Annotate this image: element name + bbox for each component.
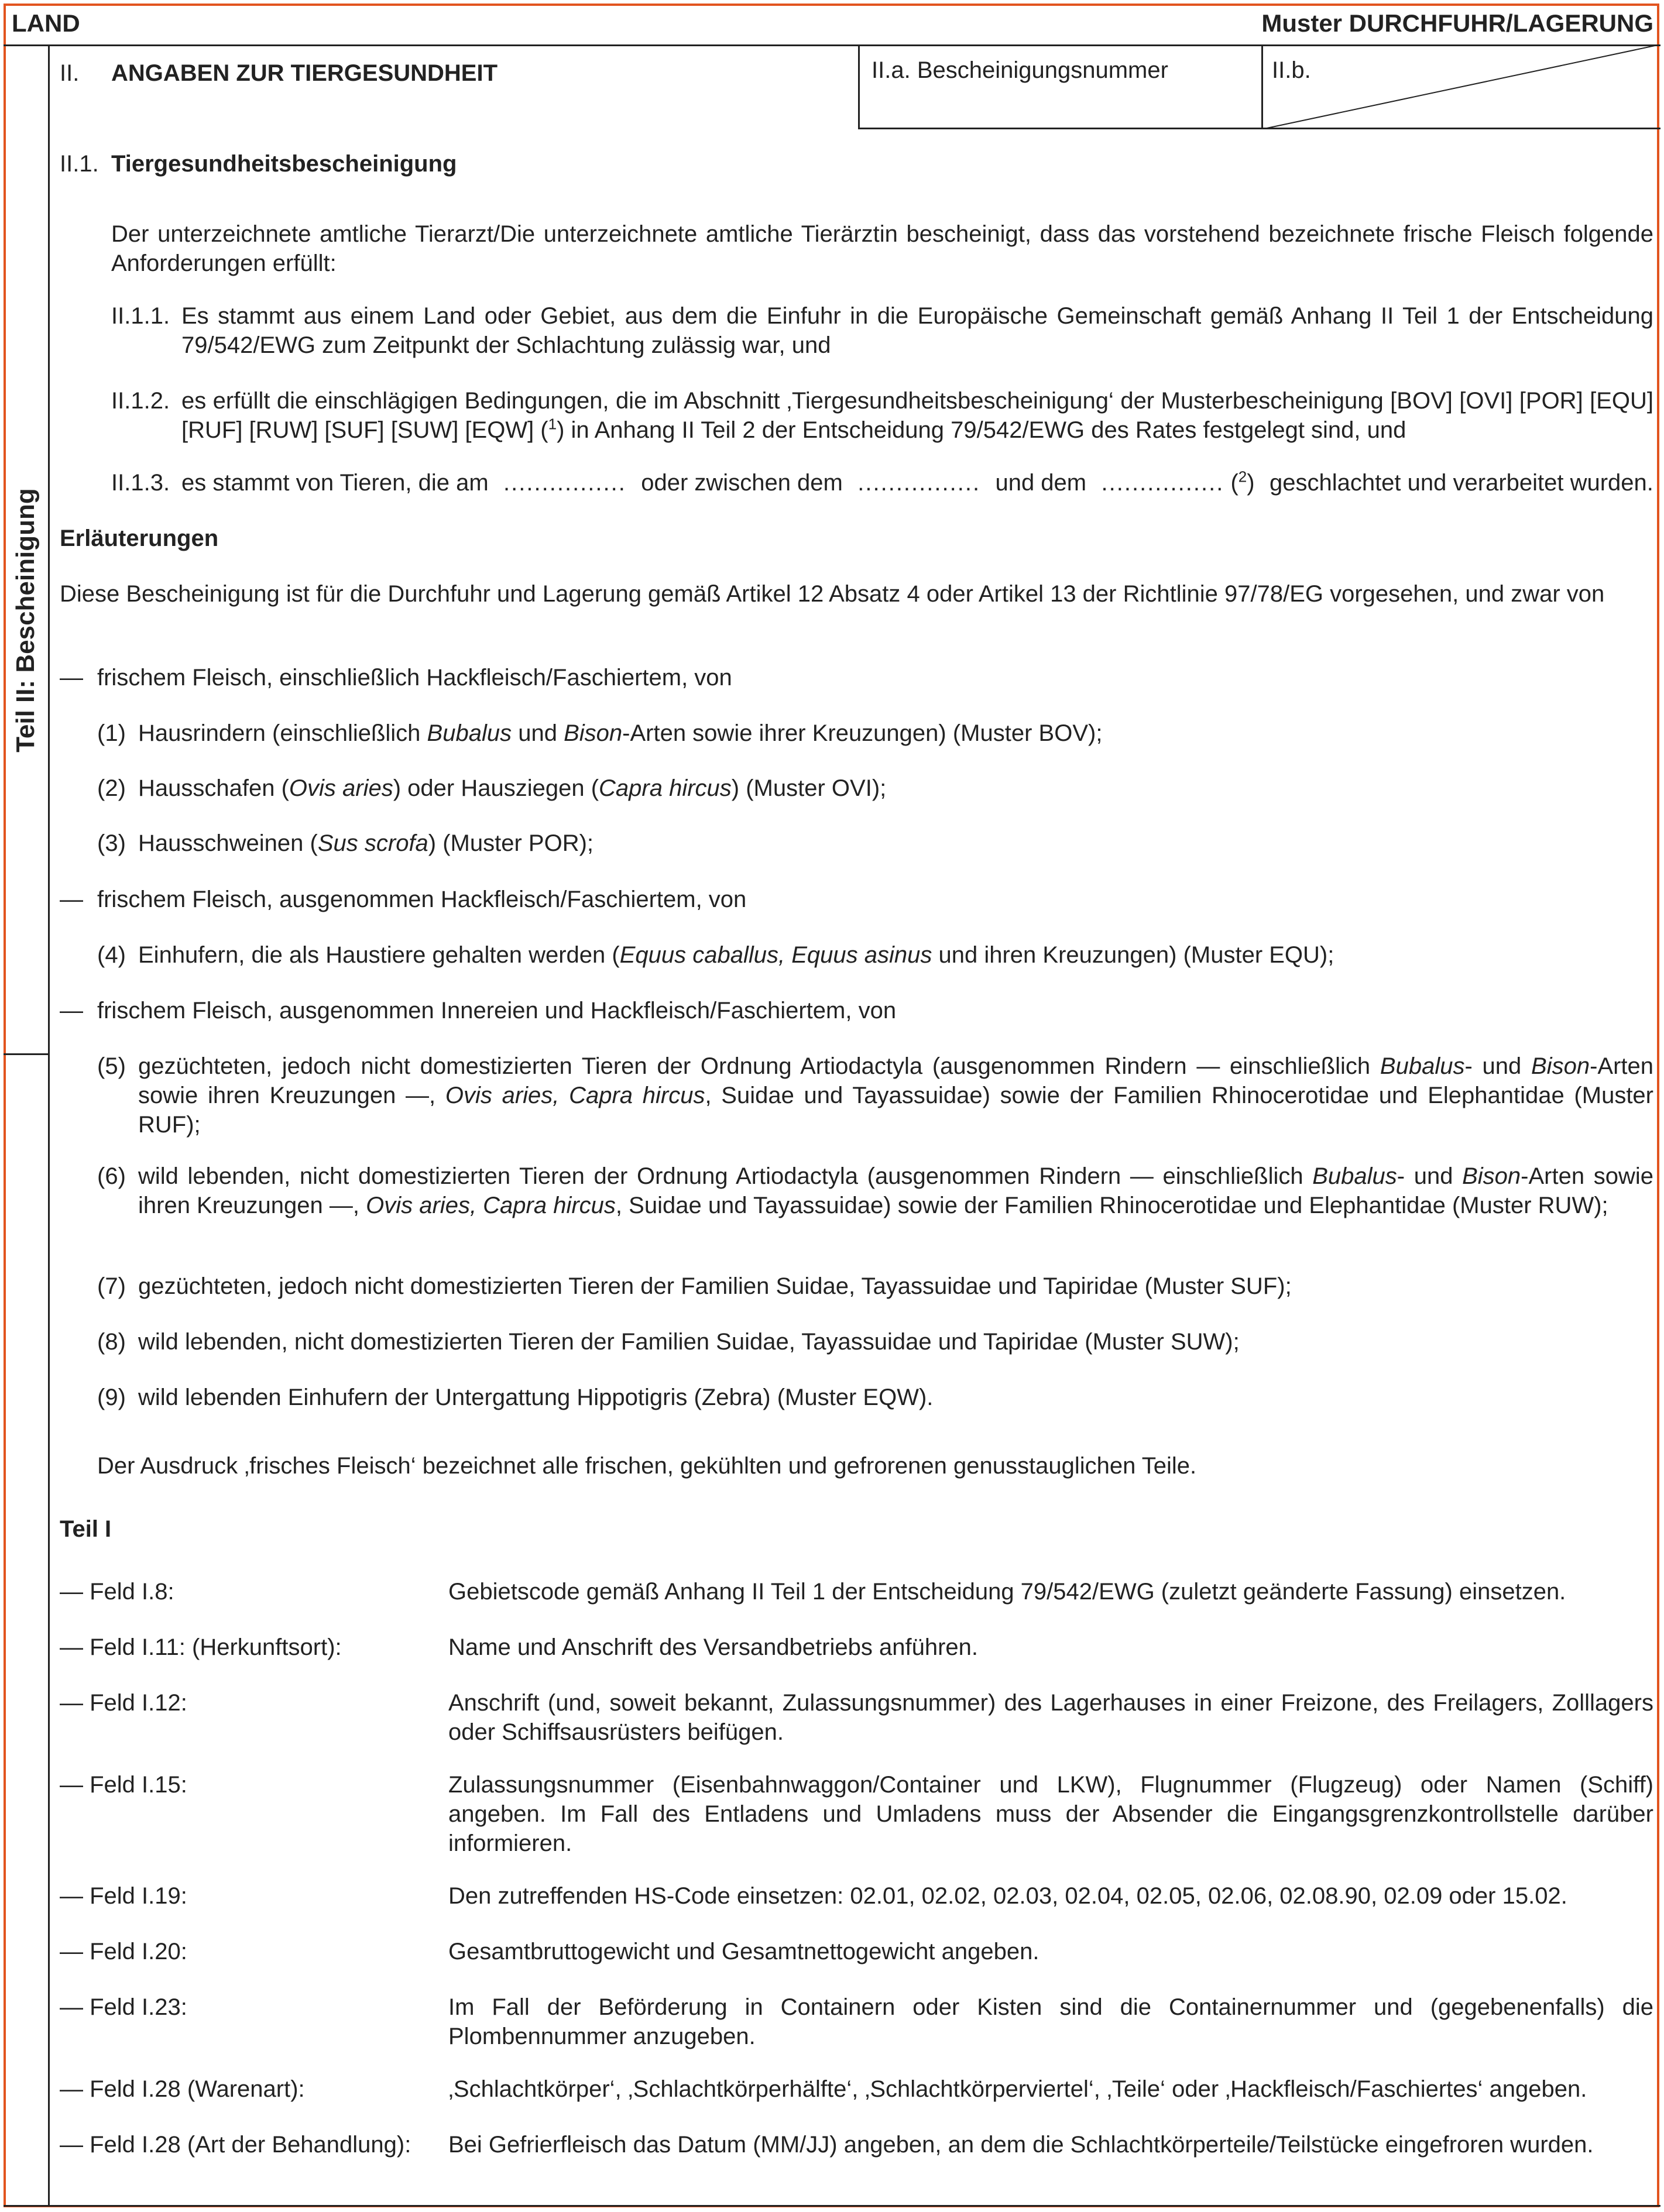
health-item-number: II.1.2.: [111, 388, 170, 414]
group-heading: frischem Fleisch, ausgenommen Hackfleisch/Faschiertem, von: [97, 887, 747, 912]
list-item-number: (6): [97, 1163, 126, 1189]
health-item-text: Es stammt aus einem Land oder Gebiet, aus dem die Einfuhr in die Europäische Gemeinschaft gemäß Anhang II Teil 1 der Entscheidung 79/542/EWG zum Zeitpunkt der Schlachtung zulässig war, und: [181, 303, 1653, 358]
list-item: gezüchteten, jedoch nicht domestizierten Tieren der Ordnung Artiodactyla (ausgenommen Rindern — einschließlich Bubalus- und Bison-Arten sowie ihren Kreuzungen —, Ovis aries, Capra hircus, Suidae und Tayassuidae) sowie der Familien Rhinocerotidae und Elephantidae (Muster RUF);: [138, 1053, 1654, 1138]
field-text: Zulassungsnummer (Eisenbahnwaggon/Container und LKW), Flugnummer (Flugzeug) oder Namen (Schiff) angeben. Im Fall des Entladens und Umladens muss der Absender die Eingangsgrenzkontrollstelle darüber informieren.: [448, 1772, 1653, 1856]
ref-cell-strike: [1261, 44, 1660, 129]
field-label: — Feld I.28 (Art der Behandlung):: [60, 2132, 411, 2158]
field-text: ‚Schlachtkörper‘, ‚Schlachtkörperhälfte‘, ‚Schlachtkörperviertel‘, ‚Teile‘ oder ‚Hackfleisch/Faschiertes‘ angeben.: [448, 2076, 1587, 2102]
field-text: Im Fall der Beförderung in Containern oder Kisten sind die Containernummer und (gegebenenfalls) die Plombennummer anzugeben.: [448, 1994, 1653, 2049]
field-text: Bei Gefrierfleisch das Datum (MM/JJ) angeben, an dem die Schlachtkörperteile/Teilstücke eingefroren wurden.: [448, 2132, 1594, 2158]
list-item-number: (9): [97, 1385, 126, 1410]
group-dash: —: [60, 887, 83, 912]
date-blank[interactable]: ................: [503, 470, 626, 496]
field-text: Gesamtbruttogewicht und Gesamtnettogewicht angeben.: [448, 1939, 1039, 1964]
field-label: — Feld I.19:: [60, 1883, 187, 1909]
list-item-number: (1): [97, 720, 126, 746]
list-item: gezüchteten, jedoch nicht domestizierten Tieren der Familien Suidae, Tayassuidae und Tapiridae (Muster SUF);: [138, 1273, 1292, 1299]
part1-title: Teil I: [60, 1516, 112, 1542]
list-item: wild lebenden, nicht domestizierten Tieren der Familien Suidae, Tayassuidae und Tapiridae (Muster SUW);: [138, 1329, 1240, 1355]
notes-title: Erläuterungen: [60, 525, 219, 551]
field-label: — Feld I.23:: [60, 1994, 187, 2020]
date-blank[interactable]: ................: [1101, 470, 1224, 496]
cert-number-label: II.a. Bescheinigungsnummer: [872, 57, 1168, 83]
model-label: Muster DURCHFUHR/LAGERUNG: [1261, 9, 1653, 37]
health-item-text: es stammt von Tieren, die am ................ oder zwischen dem ................ und dem ................ ($^2$) geschlachtet und verarbeitet wurden.: [181, 468, 1653, 497]
group-heading: frischem Fleisch, einschließlich Hackfleisch/Faschiertem, von: [97, 665, 732, 691]
list-item: Hausschweinen (Sus scrofa) (Muster POR);: [138, 830, 594, 856]
health-item-number: II.1.1.: [111, 303, 170, 329]
health-number: II.1.: [60, 151, 99, 177]
section-title: ANGABEN ZUR TIERGESUNDHEIT: [111, 60, 498, 86]
health-item-number: II.1.3.: [111, 470, 170, 496]
list-item-number: (5): [97, 1053, 126, 1079]
list-item: Hausrindern (einschließlich Bubalus und Bison-Arten sowie ihrer Kreuzungen) (Muster BOV);: [138, 720, 1103, 746]
field-label: — Feld I.11: (Herkunftsort):: [60, 1634, 342, 1660]
field-label: — Feld I.15:: [60, 1772, 187, 1798]
field-text: Name und Anschrift des Versandbetriebs anführen.: [448, 1634, 978, 1660]
group-dash: —: [60, 665, 83, 691]
list-item: wild lebenden Einhufern der Untergattung Hippotigris (Zebra) (Muster EQW).: [138, 1385, 934, 1410]
list-item: wild lebenden, nicht domestizierten Tieren der Ordnung Artiodactyla (ausgenommen Rindern — einschließlich Bubalus- und Bison-Arten sowie ihren Kreuzungen —, Ovis aries, Capra hircus, Suidae und Tayassuidae) sowie der Familien Rhinocerotidae und Elephantidae (Muster RUW);: [138, 1163, 1653, 1218]
field-label: — Feld I.12:: [60, 1690, 187, 1716]
list-item-number: (3): [97, 830, 126, 856]
section-number: II.: [60, 60, 80, 86]
health-item-text: es erfüllt die einschlägigen Bedingungen, die im Abschnitt ‚Tiergesundheitsbescheinigung‘ der Musterbescheinigung [BOV] [OVI] [POR] [EQU] [RUF] [RUW] [SUF] [SUW] [EQW] ($^1$) in Anhang II Teil 2 der Entscheidung 79/542/EWG des Rates festgelegt sind, und: [181, 388, 1653, 443]
field-label: — Feld I.20:: [60, 1939, 187, 1964]
health-title: Tiergesundheitsbescheinigung: [111, 151, 457, 177]
field-text: Gebietscode gemäß Anhang II Teil 1 der Entscheidung 79/542/EWG (zuletzt geänderte Fassung) einsetzen.: [448, 1579, 1566, 1605]
list-item-number: (2): [97, 775, 126, 801]
cert-number-cell: [858, 44, 1263, 129]
list-item-number: (4): [97, 942, 126, 968]
sidebar-separator: [4, 1053, 49, 1055]
list-item: Einhufern, die als Haustiere gehalten werden (Equus caballus, Equus asinus und ihren Kreuzungen) (Muster EQU);: [138, 942, 1334, 968]
field-text: Anschrift (und, soweit bekannt, Zulassungsnummer) des Lagerhauses in einer Freizone, des Freilagers, Zolllagers oder Schiffsausrüsters beifügen.: [448, 1690, 1653, 1745]
field-text: Den zutreffenden HS-Code einsetzen: 02.01, 02.02, 02.03, 02.04, 02.05, 02.06, 02.08.90, 02.09 oder 15.02.: [448, 1883, 1567, 1909]
field-label: — Feld I.8:: [60, 1579, 174, 1605]
notes-intro: Diese Bescheinigung ist für die Durchfuhr und Lagerung gemäß Artikel 12 Absatz 4 oder Artikel 13 der Richtlinie 97/78/EG vorgesehen, und zwar von: [60, 581, 1605, 607]
date-blank[interactable]: ................: [857, 470, 981, 496]
group-heading: frischem Fleisch, ausgenommen Innereien und Hackfleisch/Faschiertem, von: [97, 998, 897, 1023]
health-intro: Der unterzeichnete amtliche Tierarzt/Die unterzeichnete amtliche Tierärztin bescheinigt, dass das vorstehend bezeichnete frische Fleisch folgende Anforderungen erfüllt:: [111, 221, 1653, 276]
country-label: LAND: [12, 9, 80, 37]
list-item-number: (8): [97, 1329, 126, 1355]
sidebar-divider: [48, 44, 50, 2207]
ref-label: II.b.: [1272, 57, 1311, 83]
field-label: — Feld I.28 (Warenart):: [60, 2076, 305, 2102]
list-item-number: (7): [97, 1273, 126, 1299]
fresh-meat-definition: Der Ausdruck ‚frisches Fleisch‘ bezeichnet alle frischen, gekühlten und gefrorenen genusstauglichen Teile.: [97, 1453, 1197, 1479]
group-dash: —: [60, 998, 83, 1023]
list-item: Hausschafen (Ovis aries) oder Hausziegen (Capra hircus) (Muster OVI);: [138, 775, 887, 801]
sidebar-title: Teil II: Bescheinigung: [11, 488, 40, 753]
